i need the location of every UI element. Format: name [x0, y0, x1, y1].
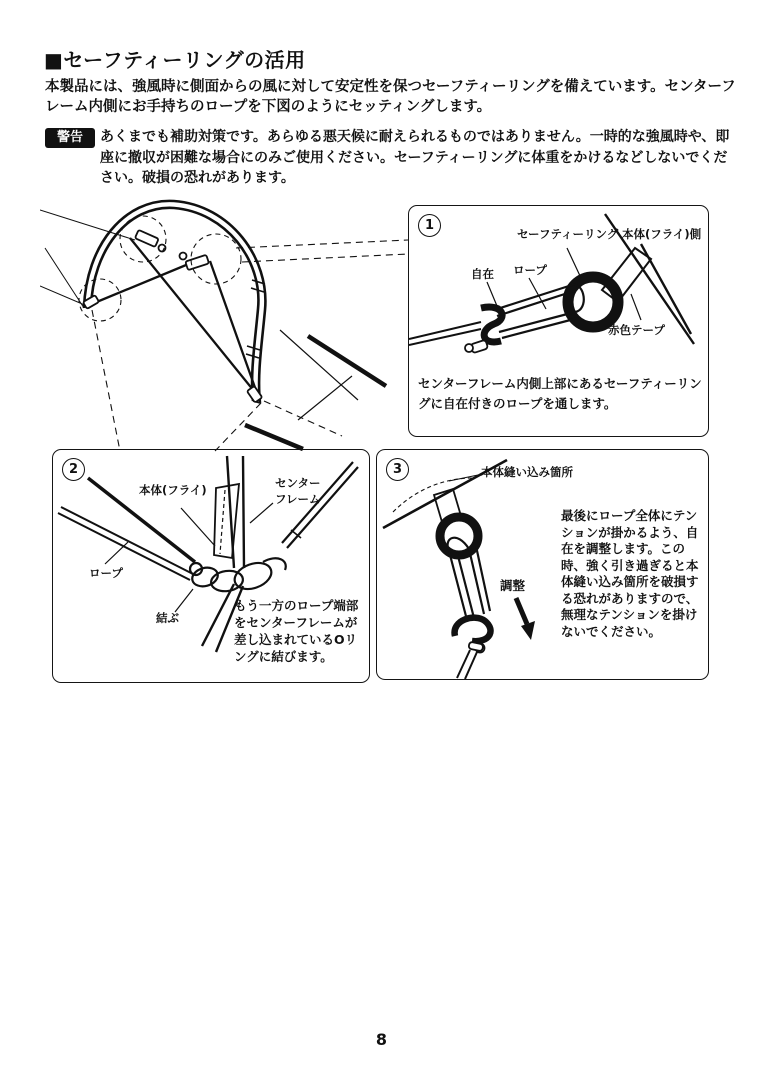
label-rope: ロープ: [89, 566, 123, 580]
page-number: 8: [375, 1030, 388, 1049]
label-body-fly: 本体(フライ): [139, 483, 207, 497]
label-body-fly-side: 本体(フライ)側: [622, 227, 702, 241]
label-safety-ring: セーフティーリング: [517, 227, 619, 241]
tent-frame-illustration: [40, 188, 408, 452]
warning-block: [45, 127, 737, 189]
step-number-badge: 3: [386, 458, 409, 481]
label-rope: ロープ: [513, 263, 547, 277]
label-tie: 結ぶ: [156, 611, 179, 625]
panel-3-caption: 最後にロープ全体にテンションが掛かるよう、自在を調整します。この時、強く引き過ぎると本体縫い込み箇所を破損する恐れがありますので、無理なテンションを掛けないでください。: [561, 508, 699, 639]
panel-1-caption: センターフレーム内側上部にあるセーフティーリングに自在付きのロープを通します。: [418, 376, 702, 411]
warning-text: あくまでも補助対策です。あらゆる悪天候に耐えられるものではありません。一時的な強風時や、即座に撤収が困難な場合にのみご使用ください。セーフティーリングに体重をかけるなどしないでください。破損の恐れがあります。: [100, 129, 730, 186]
instruction-panel-3: [376, 449, 709, 680]
label-adjuster: 自在: [471, 267, 494, 281]
warning-badge: 警告: [45, 128, 95, 148]
step-number-badge: 1: [418, 214, 441, 237]
step-number-badge: 2: [62, 458, 85, 481]
label-center-frame: センター フレーム: [275, 476, 321, 506]
label-red-tape: 赤色テープ: [608, 323, 665, 337]
intro-text: 本製品には、強風時に側面からの風に対して安定性を保つセーフティーリングを備えています。センターフレーム内側にお手持ちのロープを下図のようにセッティングします。: [45, 79, 736, 115]
instruction-panel-2: [52, 449, 370, 683]
instruction-panel-1: [408, 205, 709, 437]
page-heading: ■セーフティーリングの活用: [44, 48, 306, 72]
label-sewn-in-point: 本体縫い込み箇所: [481, 465, 573, 479]
label-adjust: 調整: [500, 578, 526, 593]
panel-2-caption: もう一方のロープ端部をセンターフレームが差し込まれているOリングに結びます。: [234, 598, 359, 664]
